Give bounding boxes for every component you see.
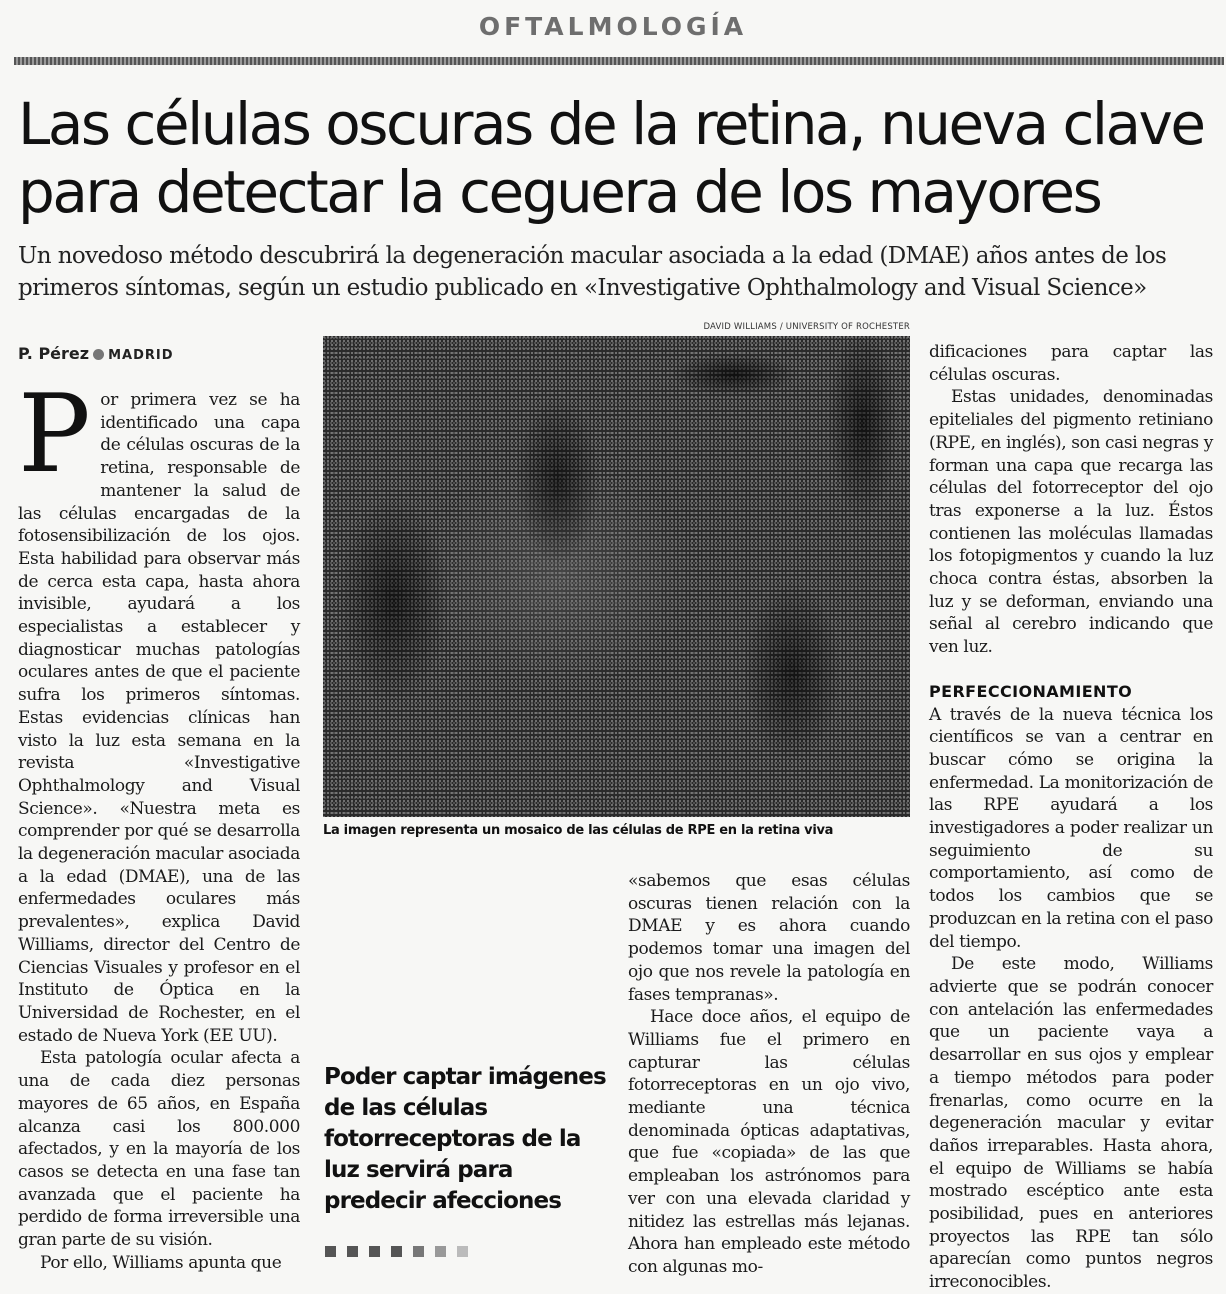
square-icon — [413, 1246, 424, 1257]
photo-caption: La imagen representa un mosaico de las células de RPE en la retina viva — [323, 823, 834, 838]
square-icon — [435, 1246, 446, 1257]
square-icon — [347, 1246, 358, 1257]
paragraph-text: or primera vez se ha identificado una capa de células oscuras de la retina, responsable de mantener la salud de las células encargadas de la fotosensibilización de los ojos. Esta habilidad para observar más de cerca esta capa, hasta ahora invisible, ayudará a los especialistas a establecer y diagnosticar muchas patologías oculares antes de que el paciente sufra los primeros síntomas. Estas evidencias clínicas han visto la luz esta semana en la revista «Investigative Ophthalmology and Visual Science». «Nuestra meta es comprender por qué se desarrolla la degeneración macular asociada a la edad (DMAE), una de las enfermedades oculares más prevalentes», explica David Williams, director del Centro de Ciencias Visuales y profesor en el Instituto de Óptica en la Universidad de Rochester, en el estado de Nueva York (EE UU). — [18, 390, 300, 1046]
article-paragraph: A través de la nueva técnica los científicos se van a centrar en buscar cómo se origina la enfermedad. La monitorización de las RPE ayudará a los investigadores a poder realizar un seguimiento de su comportamiento, así como de todos los cambios que se produzcan en la retina con el paso del tiempo. — [929, 704, 1213, 952]
bullet-dot-icon — [93, 349, 104, 360]
article-paragraph: «sabemos que esas células oscuras tienen relación con la DMAE y es ahora cuando podemos tomar una imagen del ojo que nos revele la patología en fases tempranas». — [628, 871, 910, 1005]
section-rule — [14, 57, 1224, 65]
decorative-squares — [325, 1242, 479, 1261]
article-paragraph: dificaciones para captar las células oscuras. — [929, 342, 1213, 385]
section-subtitle: PERFECCIONAMIENTO — [929, 681, 1133, 701]
article-column-1 — [18, 372, 300, 1274]
square-icon — [391, 1246, 402, 1257]
photo-credit: DAVID WILLIAMS / UNIVERSITY OF ROCHESTER — [703, 322, 910, 332]
retina-photo — [323, 336, 910, 817]
drop-cap: P — [18, 372, 91, 497]
square-icon — [325, 1246, 336, 1257]
section-tag: OFTALMOLOGÍA — [478, 12, 748, 41]
byline-city: MADRID — [108, 348, 174, 363]
square-icon — [369, 1246, 380, 1257]
pull-quote: Poder captar imágenes de las células fotorreceptoras de la luz servirá para predecir afecciones — [324, 1064, 606, 1214]
article-paragraph: Por ello, Williams apunta que — [40, 1252, 282, 1273]
headline: Las células oscuras de la retina, nueva clave para detectar la ceguera de los mayores — [18, 90, 1204, 226]
article-paragraph: De este modo, Williams advierte que se podrán conocer con antelación las enfermedades que un paciente vaya a desarrollar en sus ojos y emplear a tiempo métodos para poder frenarlas, como ocurre en la degeneración macular y evitar daños irreparables. Hasta ahora, el equipo de Williams se había mostrado escéptico ante esta posibilidad, pues en anteriores proyectos las RPE tan sólo aparecían como puntos negros irreconocibles. — [929, 954, 1213, 1293]
article-paragraph: Esta patología ocular afecta a una de cada diez personas mayores de 65 años, en España alcanza casi los 800.000 afectados, y en la mayoría de los casos se detecta en una fase tan avanzada que el paciente ha perdido de forma irreversible una gran parte de su visión. — [18, 1048, 300, 1251]
square-icon — [457, 1246, 468, 1257]
article-paragraph: Hace doce años, el equipo de Williams fue el primero en capturar las células fotorreceptoras en un ojo vivo, mediante una técnica denominada ópticas adaptativas, que fue «copiada» de las que empleaban los astrónomos para ver con una elevada claridad y nitidez las estrellas más lejanas. Ahora han empleado este método con algunas mo- — [628, 1007, 910, 1277]
article-paragraph — [18, 372, 300, 1047]
subhead: Un novedoso método descubrirá la degeneración macular asociada a la edad (DMAE) años antes de los primeros síntomas, según un estudio publicado en «Investigative Ophthalmology and Visual Science» — [18, 243, 1167, 301]
byline-author: P. Pérez — [18, 344, 90, 363]
article-paragraph: Estas unidades, denominadas epiteliales del pigmento retiniano (RPE, en inglés), son casi negras y forman una capa que recarga las células del fotorreceptor del ojo tras exponerse a la luz. Éstos contienen las moléculas llamadas los fotopigmentos y cuando la luz choca contra éstas, absorben la luz y se deforman, enviando una señal al cerebro indicando que ven luz. — [929, 387, 1213, 658]
byline — [18, 344, 174, 363]
article-column-4 — [929, 341, 1213, 1294]
article-column-3 — [628, 870, 910, 1279]
